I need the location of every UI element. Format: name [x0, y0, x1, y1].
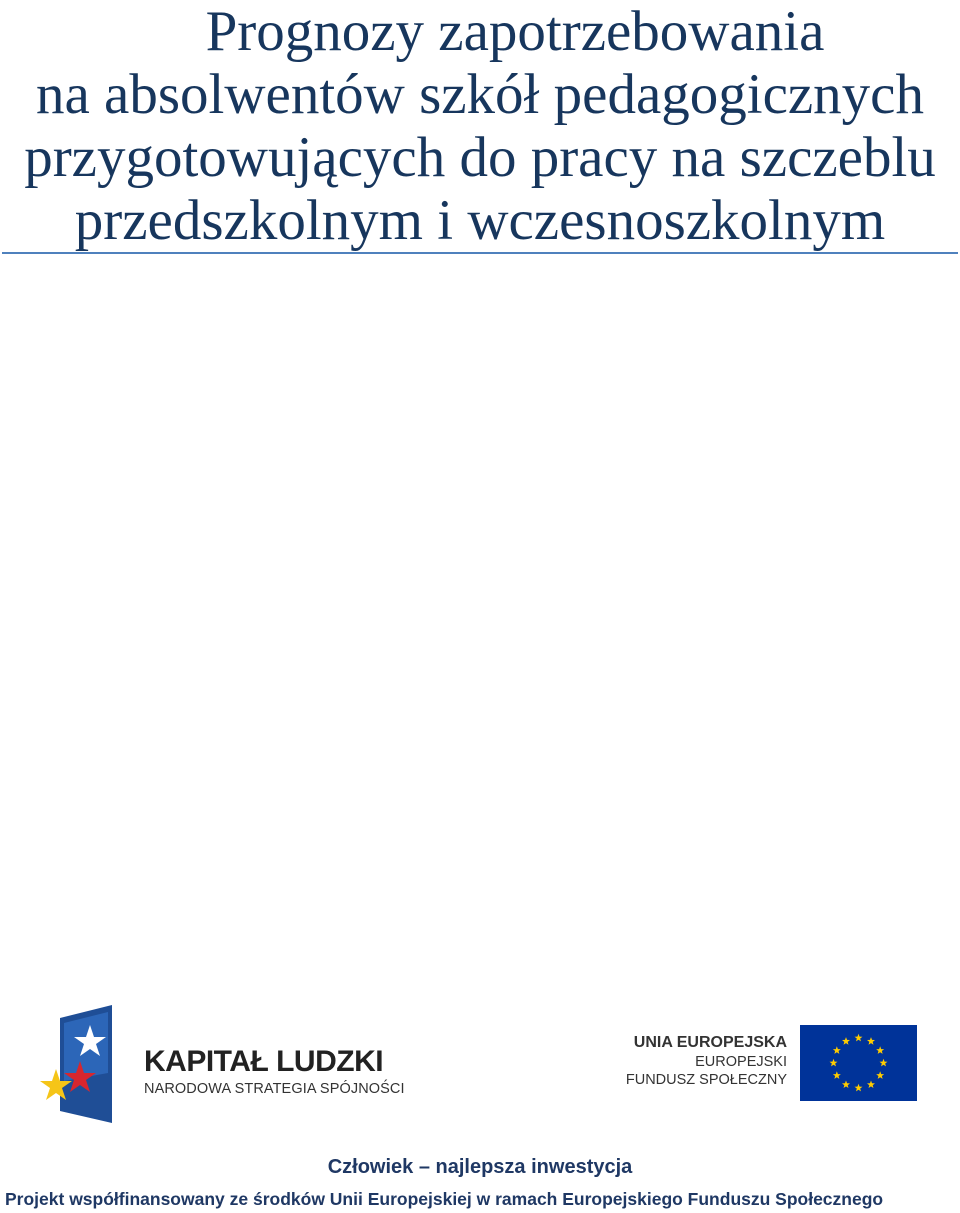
title-line-4: przedszkolnym i wczesnoszkolnym — [74, 189, 886, 252]
eu-main-label: UNIA EUROPEJSKA — [633, 1034, 787, 1051]
kapital-ludzki-subtitle: NARODOWA STRATEGIA SPÓJNOŚCI — [144, 1081, 405, 1097]
title-line-2: na absolwentów szkół pedagogicznych — [36, 63, 924, 126]
document-title — [0, 0, 960, 252]
eu-flag-icon — [800, 1025, 917, 1101]
kapital-ludzki-logo — [40, 1003, 440, 1128]
footer-motto: Człowiek – najlepsza inwestycja — [327, 1156, 633, 1178]
eu-logo — [620, 1023, 920, 1103]
eu-logo-text — [626, 1033, 787, 1089]
title-divider — [2, 252, 958, 254]
kapital-ludzki-name: KAPITAŁ LUDZKI — [144, 1045, 384, 1078]
eu-fund-line-2: FUNDUSZ SPOŁECZNY — [625, 1072, 787, 1088]
eu-fund-line-1: EUROPEJSKI — [695, 1054, 787, 1070]
title-line-3: przygotowujących do pracy na szczeblu — [24, 126, 936, 189]
title-line-1: Prognozy zapotrzebowania — [205, 0, 825, 63]
kapital-ludzki-emblem-icon — [40, 1003, 120, 1128]
footer-cofinancing-note: Projekt współfinansowany ze środków Unii Europejskiej w ramach Europejskiego Funduszu Społecznego — [5, 1189, 884, 1209]
